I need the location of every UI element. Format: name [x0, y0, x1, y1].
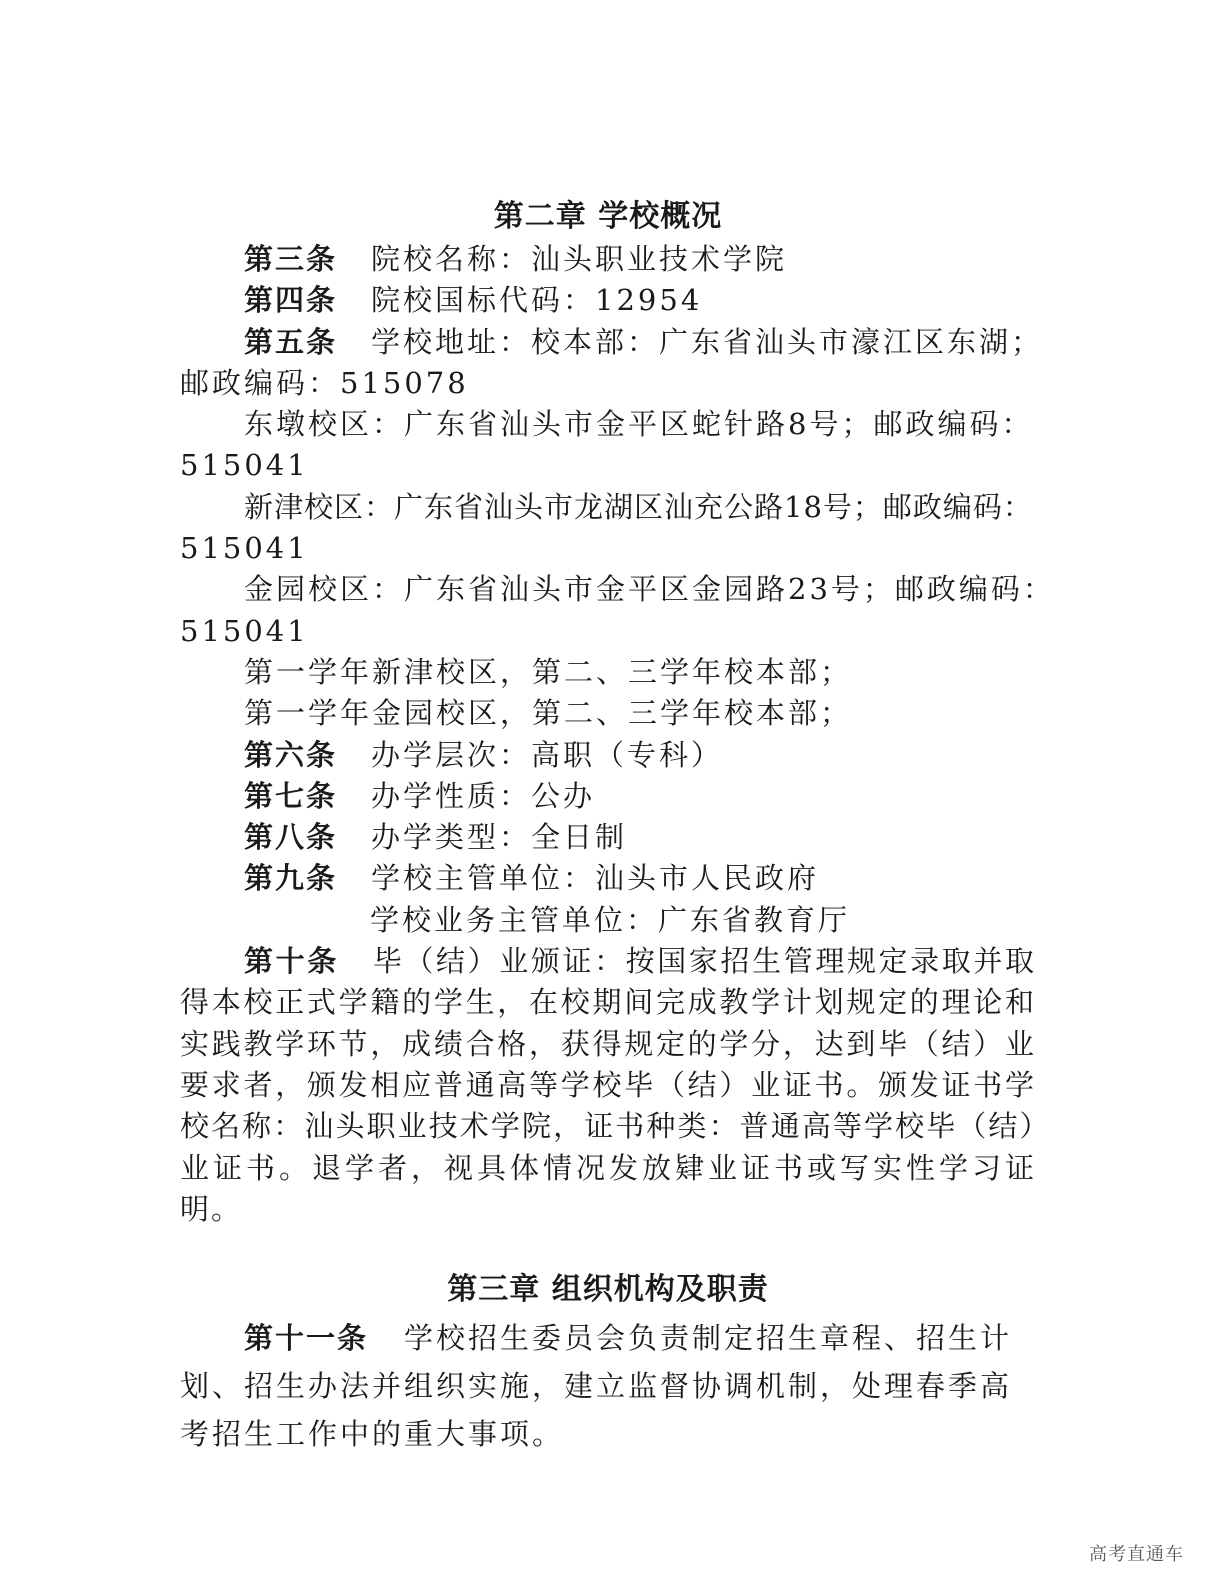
article-8-text: 办学类型：全日制 — [371, 820, 628, 855]
article-4-text: 院校国标代码：12954 — [371, 283, 703, 318]
article-6 — [180, 735, 1036, 776]
article-9-text2: 学校业务主管单位：广东省教育厅 — [370, 902, 851, 937]
article-10-label: 第十条 — [244, 944, 339, 979]
article-6-label: 第六条 — [244, 737, 338, 772]
campus-note-2: 第一学年金园校区，第二、三学年校本部； — [244, 696, 853, 731]
campus-dongdun-line1: 东墩校区：广东省汕头市金平区蛇针路8号；邮政编码： — [244, 407, 1034, 442]
watermark: 高考直通车 — [1089, 1544, 1184, 1565]
campus-jinyuan-line1: 金园校区：广东省汕头市金平区金园路23号；邮政编码： — [244, 572, 1055, 607]
article-6-text: 办学层次：高职（专科） — [371, 737, 724, 772]
chapter-3-title: 第三章 组织机构及职责 — [447, 1272, 769, 1308]
article-5-text-line1: 学校地址：校本部：广东省汕头市濠江区东湖； — [371, 324, 1044, 359]
document-page — [180, 195, 1055, 1458]
article-7-label: 第七条 — [244, 778, 338, 813]
article-11-label: 第十一条 — [244, 1321, 369, 1356]
article-9-label: 第九条 — [244, 861, 338, 896]
campus-dongdun-line2: 515041 — [180, 448, 309, 483]
article-11 — [180, 1314, 1036, 1458]
article-3-text: 院校名称：汕头职业技术学院 — [371, 242, 788, 276]
article-8 — [180, 817, 1036, 858]
article-4-label: 第四条 — [244, 283, 338, 318]
article-9 — [180, 858, 1036, 899]
campus-jinyuan-line2: 515041 — [180, 613, 309, 648]
article-3-label: 第三条 — [244, 242, 338, 276]
article-5-label: 第五条 — [244, 324, 338, 359]
article-3 — [180, 239, 1036, 280]
article-5 — [180, 322, 1044, 363]
article-11-text: 学校招生委员会负责制定招生章程、招生计划、招生办法并组织实施，建立监督协调机制，处理春季高考招生工作中的重大事项。 — [180, 1321, 1013, 1452]
article-10-text: 毕（结）业颁证：按国家招生管理规定录取并取得本校正式学籍的学生，在校期间完成教学计划规定的理论和实践教学环节，成绩合格，获得规定的学分，达到毕（结）业要求者，颁发相应普通高等学校毕（结）业证书。颁发证书学校名称：汕头职业技术学院，证书种类：普通高等学校毕（结）业证书。退学者，视具体情况发放肄业证书或写实性学习证明。 — [180, 944, 1036, 1226]
article-4 — [180, 280, 1036, 321]
article-8-label: 第八条 — [244, 820, 338, 855]
article-7 — [180, 776, 1036, 817]
article-5-line2: 邮政编码：515078 — [180, 365, 469, 400]
article-10 — [180, 941, 1036, 1230]
chapter-2-title: 第二章 学校概况 — [493, 199, 723, 234]
campus-xinjin-line2: 515041 — [180, 531, 309, 566]
article-9-text: 学校主管单位：汕头市人民政府 — [371, 861, 820, 896]
article-7-text: 办学性质：公办 — [371, 778, 596, 813]
campus-xinjin-line1: 新津校区：广东省汕头市龙湖区汕充公路18号；邮政编码： — [244, 489, 1033, 524]
campus-note-1: 第一学年新津校区，第二、三学年校本部； — [244, 654, 853, 689]
